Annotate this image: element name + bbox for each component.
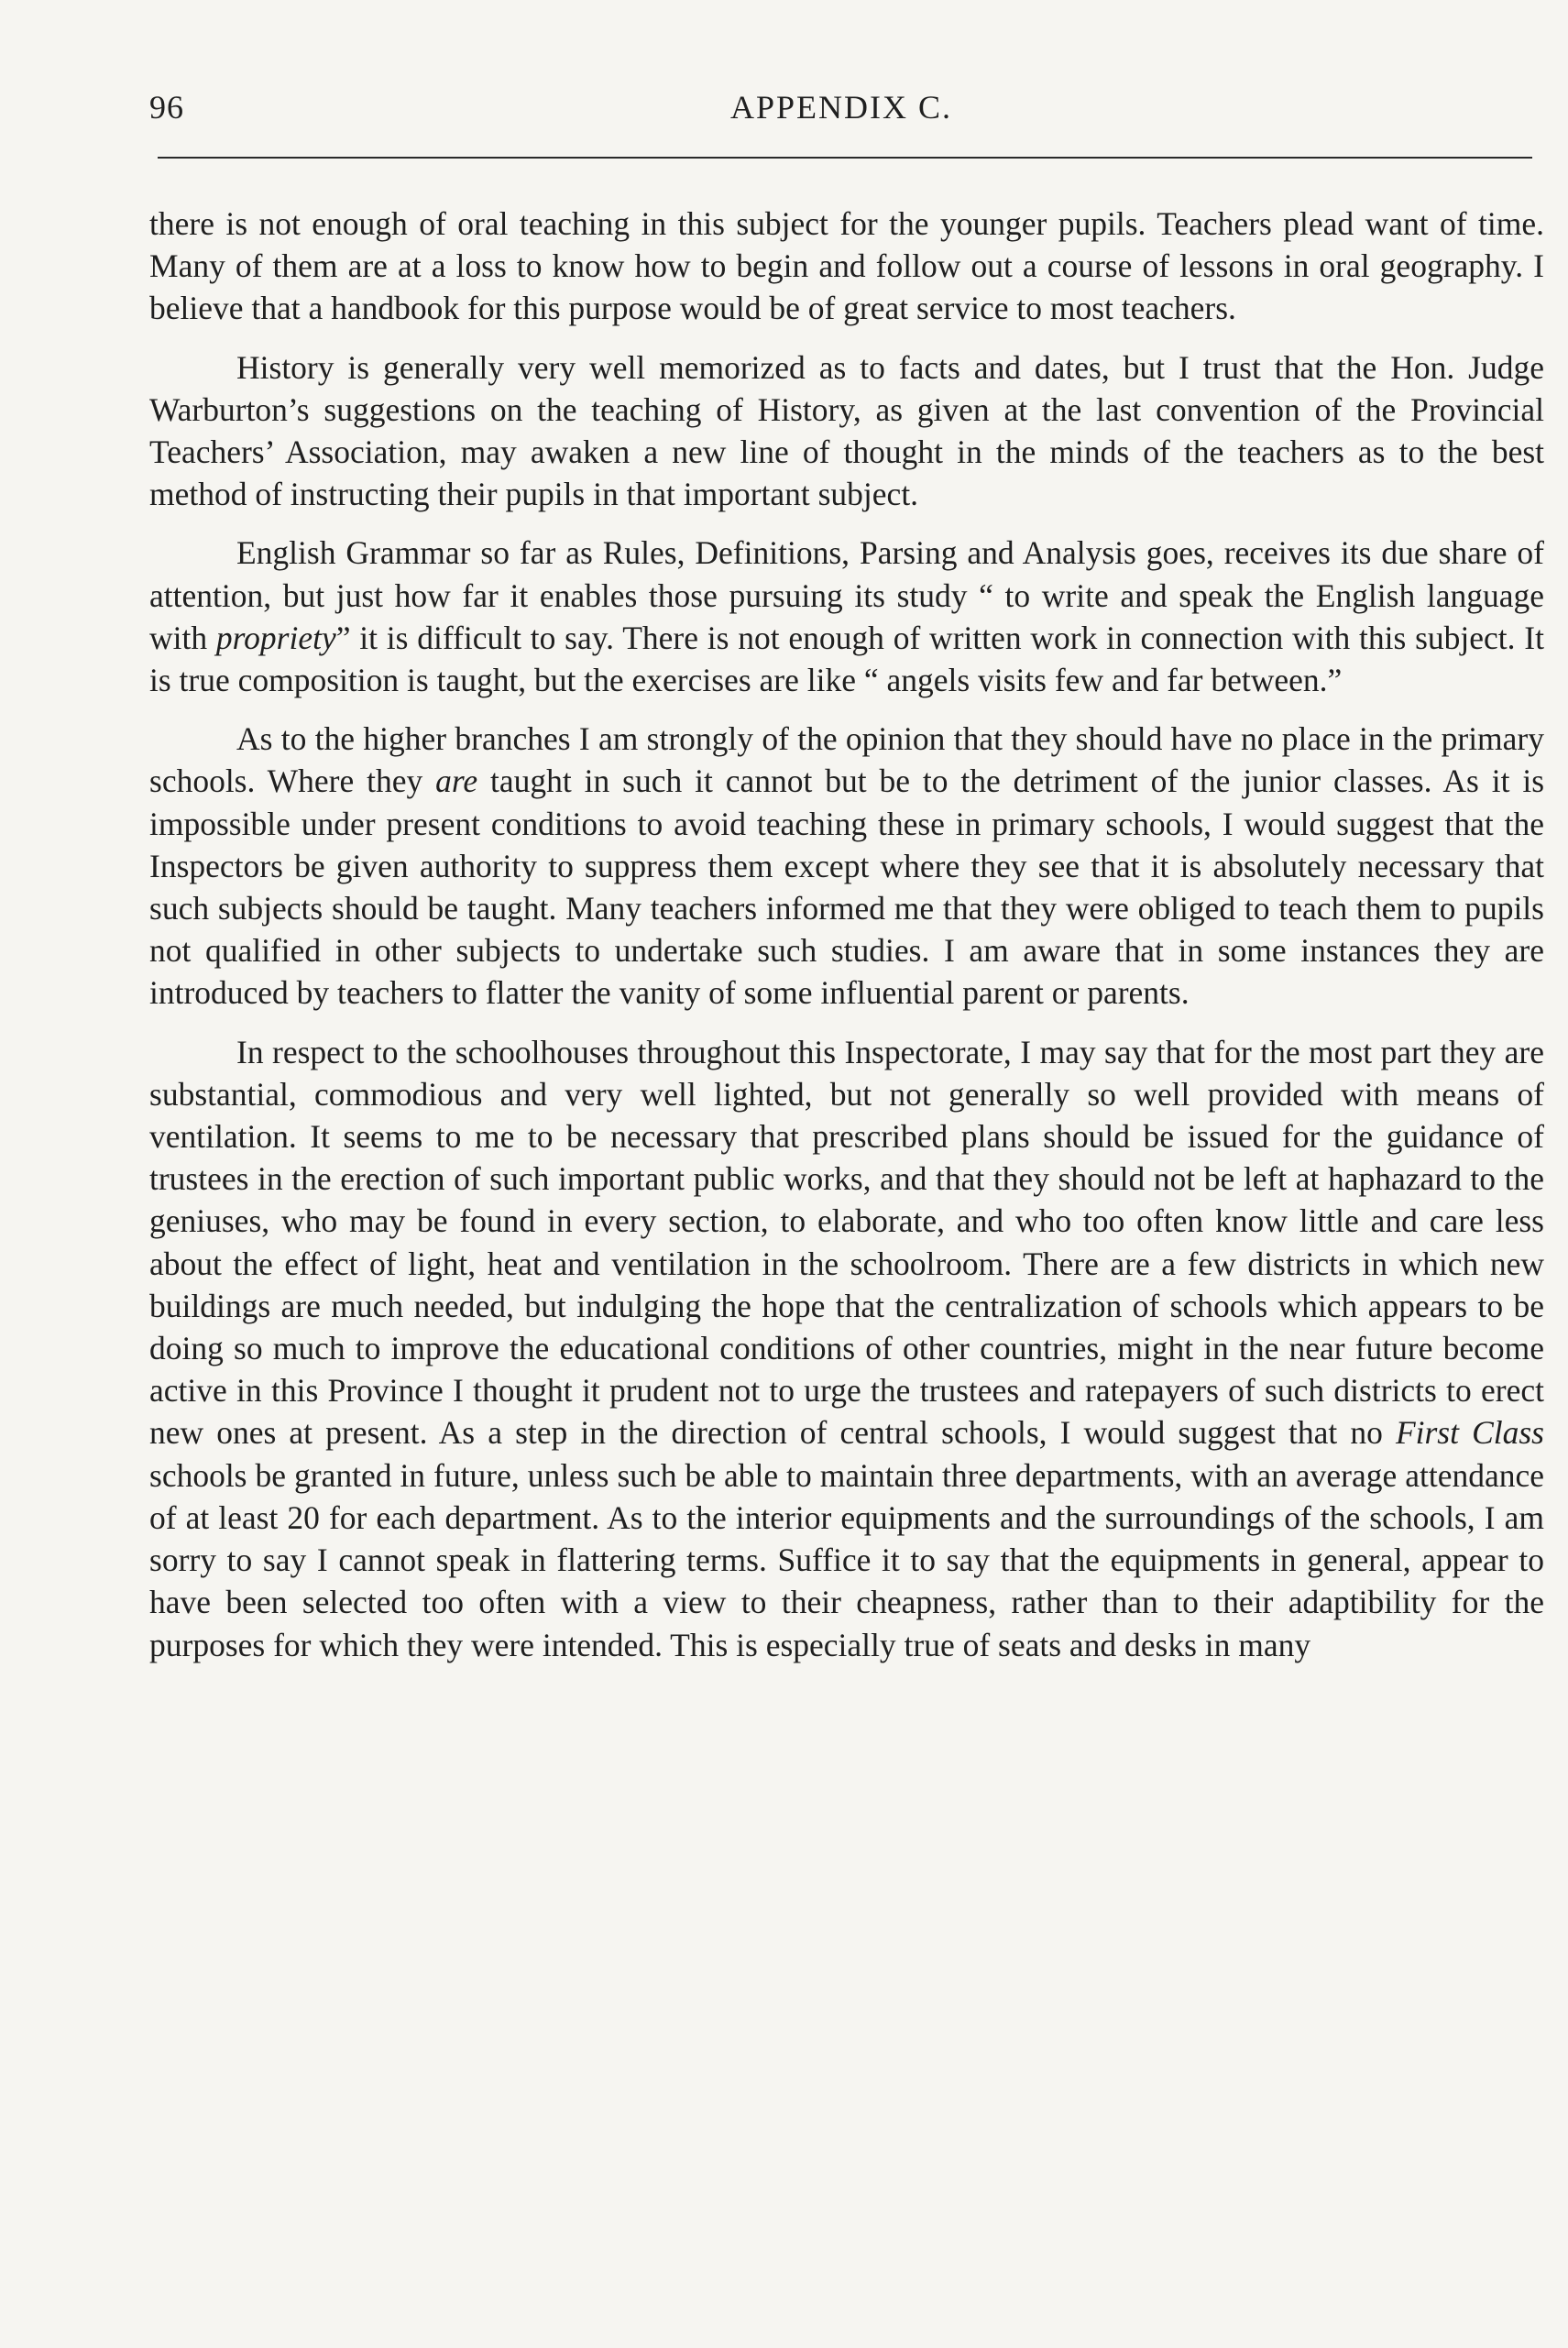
body-text (149, 203, 1544, 1666)
paragraph (149, 1031, 1544, 1666)
page-header (149, 88, 1533, 143)
paragraph (149, 346, 1544, 516)
text-run: History is generally very well memorized as to facts and dates, but I trust that the Hon. Judge Warburton’s suggestions on the teaching of History, as given at the last convention of the Provincial Teachers’ Association, may awaken a new line of thought in the minds of the teachers as to the best method of instructing their pupils in that important subject. (149, 348, 1544, 513)
running-head: APPENDIX C. (729, 89, 953, 126)
italic-text: are (435, 763, 478, 800)
paragraph (149, 532, 1544, 701)
page-number: 96 (149, 89, 184, 126)
text-run: schools be granted in future, unless such be able to maintain three departments, with an average attendance of at least 20 for each department. As to the interior equipments and the surroundings of the schools, I am sorry to say I cannot speak in flattering terms. Suffice it to say that the equipments in general, appear to have been selected too often with a view to their cheapness, rather than to their adaptibility for the purposes for which they were intended. This is especially true of seats and desks in many (149, 1456, 1544, 1663)
italic-text: propriety (215, 619, 336, 656)
header-rule (158, 157, 1532, 159)
paragraph (149, 203, 1544, 330)
text-run: As to the higher branches I am strongly of the opinion that they should have no place in the primary schools. Where they (149, 720, 1544, 800)
text-run: ” it is difficult to say. There is not enough of written work in connection with this subject. It is true composition is taught, but the exercises are like “ angels visits few and far between.” (149, 619, 1544, 699)
text-run: there is not enough of oral teaching in this subject for the younger pupils. Teachers plead want of time. Many of them are at a loss to know how to begin and follow out a course of lessons in oral geography. I believe that a handbook for this purpose would be of great service to most teachers. (149, 205, 1544, 327)
text-run: In respect to the schoolhouses throughout this Inspectorate, I may say that for the most part they are substantial, commodious and very well lighted, but not generally so well provided with means of ventilation. It seems to me to be necessary that prescribed plans should be issued for the guidance of trustees in the erection of such important public works, and that they should not be left at haphazard to the geniuses, who may be found in every section, to elaborate, and who too often know little and care less about the effect of light, heat and ventilation in the schoolroom. There are a few districts in which new buildings are much needed, but indulging the hope that the centralization of schools which appears to be doing so much to improve the educational conditions of other countries, might in the near future become active in this Province I thought it prudent not to urge the trustees and ratepayers of such districts to erect new ones at present. As a step in the direction of central schools, I would suggest that no (149, 1033, 1544, 1452)
text-run: English Grammar so far as Rules, Definitions, Parsing and Analysis goes, receives its due share of attention, but just how far it enables those pursuing its study “ to write and speak the English language with (149, 534, 1544, 656)
text-run: taught in such it cannot but be to the detriment of the junior classes. As it is impossible under present conditions to avoid teaching these in primary schools, I would suggest that the Inspectors be given authority to suppress them except where they see that it is absolutely necessary that such subjects should be taught. Many teachers informed me that they were obliged to teach them to pupils not qualified in other subjects to undertake such studies. I am aware that in some instances they are introduced by teachers to flatter the vanity of some influential parent or parents. (149, 763, 1545, 1012)
paragraph (149, 718, 1544, 1014)
italic-text: First Class (1395, 1414, 1544, 1452)
